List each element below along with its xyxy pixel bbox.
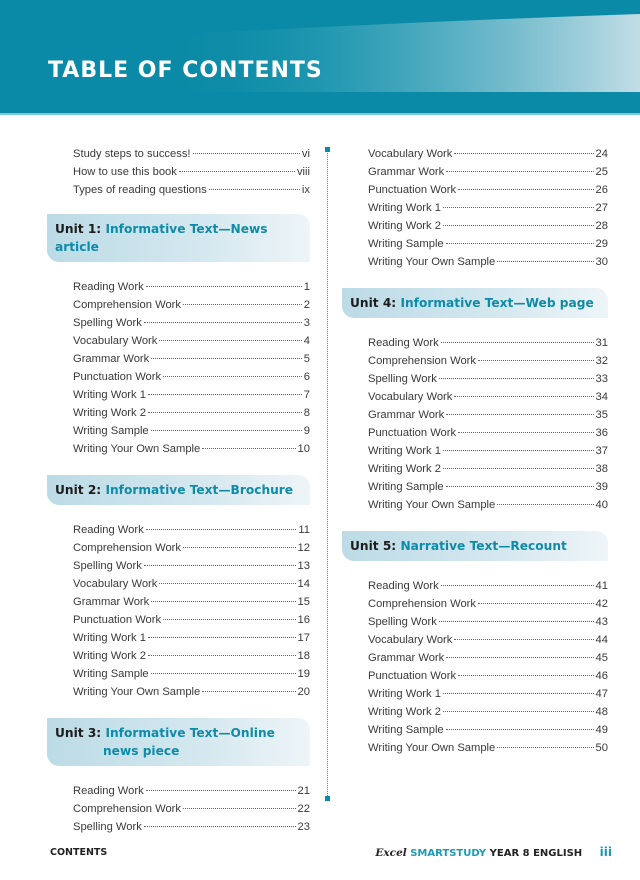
toc-entry[interactable] [47,683,310,701]
entry-label: Writing Work 2 [368,706,441,718]
toc-entry[interactable] [342,496,608,514]
unit-3-heading[interactable] [47,718,310,766]
entry-label: Punctuation Work [368,670,457,682]
dot-leader [202,448,295,449]
toc-entry[interactable] [47,521,310,539]
entry-page: 17 [297,632,310,644]
unit-title: Informative Text—News article [55,222,268,254]
toc-entry[interactable] [47,350,310,368]
entry-page: 28 [595,220,608,232]
toc-entry[interactable] [47,440,310,458]
toc-entry[interactable] [47,181,310,199]
dot-leader [163,376,302,377]
entry-label: Punctuation Work [368,427,457,439]
dot-leader [439,378,594,379]
entry-page: 33 [595,373,608,385]
dot-leader [454,396,593,397]
entry-label: Vocabulary Work [73,578,158,590]
toc-entry[interactable] [47,539,310,557]
toc-entry[interactable] [342,631,608,649]
dot-leader [146,286,302,287]
entry-label: Writing Your Own Sample [368,256,496,268]
entry-page: 11 [298,524,310,536]
entry-label: Grammar Work [368,409,445,421]
column-divider [327,150,328,798]
toc-entry[interactable] [342,334,608,352]
toc-entry[interactable] [342,478,608,496]
entry-label: Comprehension Work [73,803,181,815]
entry-page: 35 [595,409,608,421]
entry-page: 39 [595,481,608,493]
dot-leader [151,430,302,431]
dot-leader [497,747,593,748]
entry-label: Writing Work 2 [73,650,146,662]
unit-title-line2: news piece [103,744,180,758]
front-matter-list [47,145,310,199]
entry-page: 30 [595,256,608,268]
entry-label: Writing Your Own Sample [368,742,496,754]
entry-page: 10 [297,443,310,455]
entry-page: 16 [297,614,310,626]
entry-label: Grammar Work [73,596,150,608]
toc-entry[interactable] [342,235,608,253]
toc-entry[interactable] [342,613,608,631]
toc-entry[interactable] [342,649,608,667]
toc-entry[interactable] [342,685,608,703]
entry-page: 4 [303,335,310,347]
banner-divider [0,113,640,115]
dot-leader [446,171,593,172]
toc-entry[interactable] [342,424,608,442]
unit-number: Unit 2: [55,483,102,497]
toc-entry[interactable] [342,577,608,595]
entry-page: 24 [595,148,608,160]
dot-leader [441,585,594,586]
toc-entry[interactable] [342,739,608,757]
entry-page: 15 [297,596,310,608]
entry-page: 14 [297,578,310,590]
dot-leader [151,673,296,674]
entry-page: 26 [595,184,608,196]
dot-leader [441,342,594,343]
entry-label: Spelling Work [73,317,142,329]
entry-page: 1 [303,281,310,293]
dot-leader [183,547,296,548]
toc-entry[interactable] [342,703,608,721]
entry-page: 22 [297,803,310,815]
toc-entry[interactable] [47,593,310,611]
entry-label: Punctuation Work [73,614,162,626]
entry-page: 47 [595,688,608,700]
dot-leader [446,486,594,487]
entry-page: 2 [303,299,310,311]
dot-leader [183,304,302,305]
entry-page: 6 [303,371,310,383]
dot-leader [439,621,594,622]
entry-page: 48 [595,706,608,718]
dot-leader [151,358,302,359]
toc-entry[interactable] [47,404,310,422]
footer-book-info [375,845,612,859]
entry-label: Writing Sample [368,481,444,493]
toc-entry[interactable] [47,314,310,332]
dot-leader [458,189,593,190]
dot-leader [478,603,594,604]
dot-leader [443,225,594,226]
toc-entry[interactable] [342,460,608,478]
toc-entry[interactable] [342,721,608,739]
entry-page: ix [301,184,310,196]
unit-2-entries [47,521,310,701]
dot-leader [443,711,594,712]
entry-page: 34 [595,391,608,403]
entry-page: 7 [303,389,310,401]
entry-page: 44 [595,634,608,646]
entry-label: Vocabulary Work [368,634,453,646]
dot-leader [148,394,302,395]
toc-entry[interactable] [342,163,608,181]
dot-leader [146,790,296,791]
dot-leader [209,189,300,190]
header-banner [0,0,640,113]
entry-page: 45 [595,652,608,664]
dot-leader [183,808,296,809]
dot-leader [454,153,593,154]
dot-leader [446,657,593,658]
toc-entry[interactable] [342,145,608,163]
entry-label: Spelling Work [368,373,437,385]
entry-page: 41 [595,580,608,592]
toc-entry[interactable] [47,145,310,163]
entry-label: Reading Work [73,524,144,536]
divider-bottom-marker [325,796,330,801]
toc-entry[interactable] [342,253,608,271]
entry-label: Comprehension Work [73,542,181,554]
entry-page: 37 [595,445,608,457]
dot-leader [478,360,594,361]
entry-page: 19 [297,668,310,680]
toc-entry[interactable] [342,370,608,388]
entry-page: 36 [595,427,608,439]
unit-number: Unit 1: [55,222,102,236]
entry-label: Spelling Work [73,821,142,833]
unit-title: Narrative Text—Recount [400,539,567,553]
divider-top-marker [325,147,330,152]
entry-label: Study steps to success! [73,148,191,160]
footer-section-label: CONTENTS [50,847,108,858]
dot-leader [458,675,593,676]
toc-entry[interactable] [47,647,310,665]
toc-entry[interactable] [47,368,310,386]
dot-leader [458,432,593,433]
entry-page: 29 [595,238,608,250]
entry-label: Grammar Work [368,166,445,178]
page-title: TABLE OF CONTENTS [48,58,323,83]
toc-entry[interactable] [342,352,608,370]
entry-label: Writing Your Own Sample [73,443,201,455]
entry-label: Spelling Work [368,616,437,628]
toc-entry[interactable] [47,163,310,181]
unit-3-entries-part1 [47,782,310,836]
entry-page: 49 [595,724,608,736]
dot-leader [148,637,296,638]
entry-label: Grammar Work [368,652,445,664]
dot-leader [443,693,594,694]
footer-brand: Excel [375,847,407,859]
dot-leader [148,655,296,656]
unit-1-entries [47,278,310,458]
entry-page: 32 [595,355,608,367]
dot-leader [497,504,593,505]
dot-leader [159,340,301,341]
dot-leader [151,601,295,602]
toc-entry[interactable] [342,595,608,613]
toc-entry[interactable] [342,388,608,406]
entry-page: 21 [297,785,310,797]
dot-leader [148,412,302,413]
entry-label: Punctuation Work [368,184,457,196]
entry-label: Writing Work 2 [368,463,441,475]
entry-label: Comprehension Work [368,355,476,367]
entry-label: Writing Work 1 [73,632,146,644]
entry-label: Comprehension Work [368,598,476,610]
unit-4-heading[interactable] [342,288,608,318]
entry-page: 23 [297,821,310,833]
entry-label: Writing Work 2 [368,220,441,232]
toc-entry[interactable] [47,386,310,404]
entry-page: 27 [595,202,608,214]
footer-series: SMARTSTUDY [410,848,487,859]
unit-title: Informative Text—Online [105,726,275,740]
entry-label: Vocabulary Work [73,335,158,347]
entry-label: Writing Work 2 [73,407,146,419]
footer-page-number: iii [599,845,612,859]
toc-column-right [342,145,608,757]
footer-book-title: YEAR 8 ENGLISH [489,848,583,859]
entry-page: 31 [595,337,608,349]
entry-label: Comprehension Work [73,299,181,311]
unit-title: Informative Text—Brochure [105,483,294,497]
dot-leader [146,529,297,530]
toc-entry[interactable] [342,217,608,235]
entry-label: Punctuation Work [73,371,162,383]
unit-5-heading[interactable] [342,531,608,561]
dot-leader [443,450,594,451]
entry-page: 8 [303,407,310,419]
dot-leader [454,639,593,640]
dot-leader [443,468,594,469]
entry-label: Writing Your Own Sample [73,686,201,698]
entry-label: Writing Sample [368,724,444,736]
unit-number: Unit 3: [55,726,102,740]
dot-leader [144,826,296,827]
entry-page: 18 [297,650,310,662]
toc-entry[interactable] [342,199,608,217]
unit-5-entries [342,577,608,757]
entry-label: Vocabulary Work [368,148,453,160]
toc-entry[interactable] [342,667,608,685]
entry-page: 12 [297,542,310,554]
unit-4-entries [342,334,608,514]
dot-leader [163,619,295,620]
entry-page: 43 [595,616,608,628]
dot-leader [497,261,593,262]
toc-entry[interactable] [47,278,310,296]
entry-label: How to use this book [73,166,177,178]
toc-entry[interactable] [47,665,310,683]
entry-page: 5 [303,353,310,365]
entry-label: Spelling Work [73,560,142,572]
entry-page: 13 [297,560,310,572]
unit-number: Unit 5: [350,539,397,553]
entry-label: Writing Work 1 [73,389,146,401]
toc-entry[interactable] [47,332,310,350]
dot-leader [443,207,594,208]
entry-page: 40 [595,499,608,511]
dot-leader [446,243,594,244]
toc-column-left [47,145,310,836]
toc-entry[interactable] [47,422,310,440]
entry-page: viii [296,166,310,178]
entry-page: 38 [595,463,608,475]
entry-page: 50 [595,742,608,754]
unit-number: Unit 4: [350,296,397,310]
unit-1-heading[interactable] [47,214,310,262]
entry-label: Writing Sample [73,668,149,680]
toc-entry[interactable] [47,557,310,575]
entry-page: 25 [595,166,608,178]
entry-label: Writing Work 1 [368,445,441,457]
toc-entry[interactable] [47,818,310,836]
entry-label: Writing Your Own Sample [368,499,496,511]
dot-leader [193,153,300,154]
dot-leader [159,583,295,584]
toc-entry[interactable] [342,406,608,424]
toc-entry[interactable] [342,442,608,460]
toc-entry[interactable] [342,181,608,199]
entry-label: Writing Work 1 [368,202,441,214]
unit-2-heading[interactable] [47,475,310,505]
toc-entry[interactable] [47,575,310,593]
dot-leader [179,171,295,172]
dot-leader [446,414,593,415]
entry-label: Reading Work [368,580,439,592]
entry-page: 46 [595,670,608,682]
entry-label: Writing Sample [368,238,444,250]
toc-entry[interactable] [47,782,310,800]
toc-entry[interactable] [47,611,310,629]
entry-label: Types of reading questions [73,184,207,196]
banner-sweep-graphic [0,0,640,113]
entry-page: 42 [595,598,608,610]
entry-label: Reading Work [73,281,144,293]
dot-leader [144,322,302,323]
unit-3-entries-part2 [342,145,608,271]
entry-label: Reading Work [368,337,439,349]
dot-leader [446,729,594,730]
entry-label: Writing Work 1 [368,688,441,700]
toc-entry[interactable] [47,296,310,314]
entry-label: Grammar Work [73,353,150,365]
toc-entry[interactable] [47,800,310,818]
entry-label: Vocabulary Work [368,391,453,403]
toc-entry[interactable] [47,629,310,647]
entry-page: 3 [303,317,310,329]
entry-page: vi [301,148,310,160]
entry-label: Writing Sample [73,425,149,437]
entry-label: Reading Work [73,785,144,797]
unit-title: Informative Text—Web page [400,296,594,310]
entry-page: 9 [303,425,310,437]
dot-leader [202,691,295,692]
entry-page: 20 [297,686,310,698]
dot-leader [144,565,296,566]
